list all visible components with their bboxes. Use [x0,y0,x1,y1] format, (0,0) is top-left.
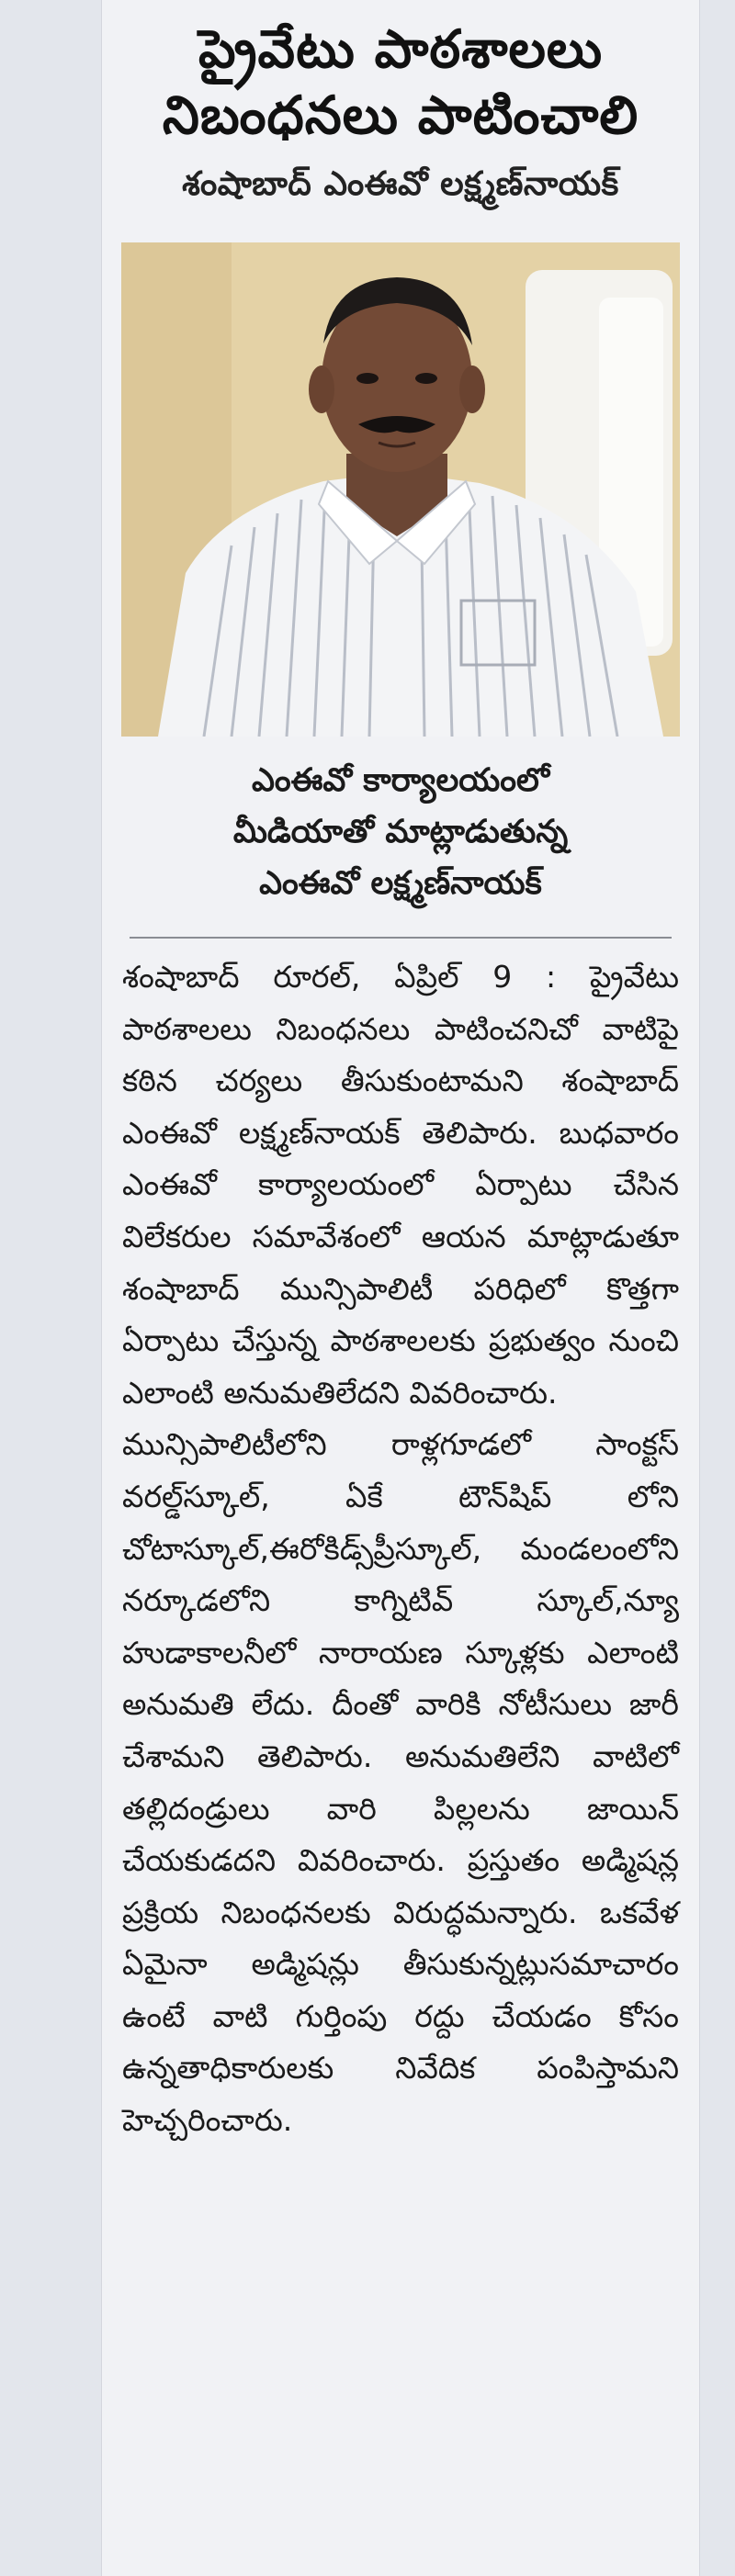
headline [102,17,699,149]
newspaper-clipping [101,0,700,2576]
news-photo [121,242,680,737]
article-paragraph-1: శంషాబాద్ రూరల్, ఏప్రిల్ 9 : ప్రైవేటు పాఠశాలలు నిబంధనలు పాటించనిచో వాటిపై కఠిన చర్యలు తీసుకుంటామని శంషాబాద్ ఎంఈవో లక్ష్మణ్‌నాయక్ తెలిపారు. బుధవారం ఎంఈవో కార్యాలయంలో ఏర్పాటు చేసిన విలేకరుల సమావేశంలో ఆయన మాట్లాడుతూ శంషాబాద్ మున్సిపాలిటీ పరిధిలో కొత్తగా ఏర్పాటు చేస్తున్న పాఠశాలలకు ప్రభుత్వం నుంచి ఎలాంటి అనుమతిలేదని వివరించారు. [122,959,679,1411]
photo-caption [102,755,699,909]
caption-divider [130,937,672,939]
headline-line-2: నిబంధనలు పాటించాలి [162,85,639,146]
byline: శంషాబాద్ ఎంఈవో లక్ష్మణ్‌నాయక్ [182,165,619,203]
portrait-image [121,242,680,737]
headline-line-1: ప్రైవేటు పాఠశాలలు [198,19,604,80]
article-paragraph-2: మున్సిపాలిటీలోని రాళ్లగూడలో సాంక్టస్ వరల్డ్‌స్కూల్, ఏకే టౌన్‌షిప్ లోని చోటాస్కూల్,ఈరోకిడ్స్‌ప్రీస్కూల్, మండలంలోని నర్కూడలోని కాగ్నిటివ్ స్కూల్,న్యూ హుడాకాలనీలో నారాయణ స్కూళ్లకు ఎలాంటి అనుమతి లేదు. దీంతో వారికి నోటీసులు జారీ చేశామని తెలిపారు. అనుమతిలేని వాటిలో తల్లిదండ్రులు వారి పిల్లలను జాయిన్ చేయకుడదని వివరించారు. ప్రస్తుతం అడ్మిషన్ల ప్రక్రియ నిబంధనలకు విరుద్ధమన్నారు. ఒకవేళ ఏమైనా అడ్మిషన్లు తీసుకున్నట్లుసమాచారం ఉంటే వాటి గుర్తింపు రద్దు చేయడం కోసం ఉన్నతాధికారులకు నివేదిక పంపిస్తామని హెచ్చరించారు. [122,1426,679,2139]
article-body [122,951,679,2147]
caption-line-2: మీడియాతో మాట్లాడుతున్న [232,814,569,850]
caption-line-1: ఎంఈవో కార్యాలయంలో [251,762,550,799]
caption-line-3: ఎంఈవో లక్ష్మణ్‌నాయక్ [259,865,542,902]
